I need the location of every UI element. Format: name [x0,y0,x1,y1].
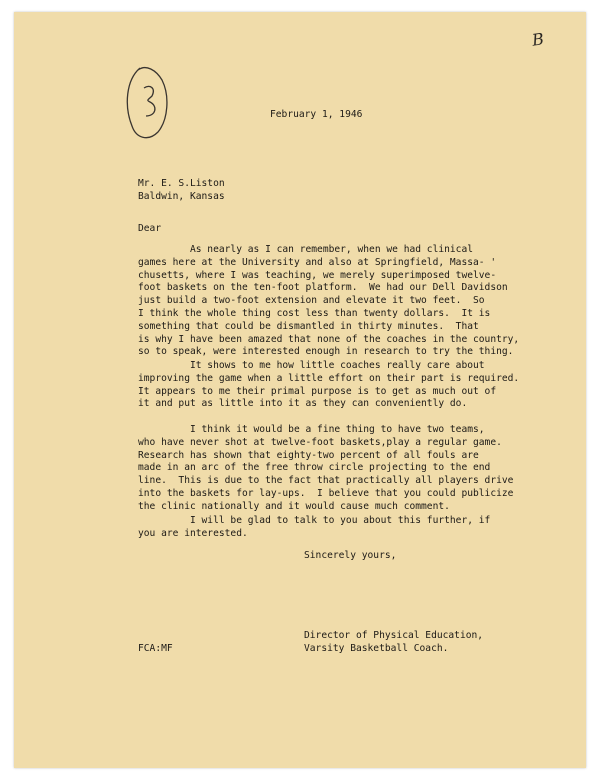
paragraph-line: something that could be dismantled in thirty minutes. That [138,320,479,332]
paragraph-3 [138,424,528,514]
paragraph-line: I will be glad to talk to you about this further, if [138,515,491,526]
paragraph-4 [138,515,528,541]
circled-number-annotation [118,62,178,142]
paragraph-line: It appears to me their primal purpose is to get as much out of [138,385,497,397]
paragraph-line: I think it would be a fine thing to have two teams, [138,424,485,435]
paragraph-line: I think the whole thing cost less than twenty dollars. It is [138,307,491,319]
paragraph-line: foot baskets on the ten-foot platform. We had our Dell Davidson [138,282,508,294]
recipient-address: Baldwin, Kansas [138,191,225,202]
salutation: Dear [138,223,162,234]
paragraph-line: As nearly as I can remember, when we had clinical [138,244,474,255]
paragraph-line: Research has shown that eighty-two percent of all fouls are [138,449,479,461]
paragraph-line: games here at the University and also at Springfield, Massa- ' [138,256,497,268]
typist-initials: FCA:MF [138,643,173,654]
recipient-name: Mr. E. S.Liston [138,178,225,189]
paragraph-line: It shows to me how little coaches really care about [138,360,485,371]
paragraph-line: the clinic nationally and it would cause much comment. [138,500,450,512]
letter-page [14,12,586,768]
paragraph-line: is why I have been amazed that none of the coaches in the country, [138,333,520,345]
paragraph-1 [138,244,528,359]
signature-title-1: Director of Physical Education, [304,630,484,641]
paragraph-line: so to speak, were interested enough in research to try the thing. [138,346,514,358]
paragraph-line: line. This is due to the fact that practically all players drive [138,475,514,487]
paragraph-line: chusetts, where I was teaching, we merely superimposed twelve- [138,269,497,281]
letter-date: February 1, 1946 [270,109,363,120]
paragraph-line: who have never shot at twelve-foot baskets,play a regular game. [138,436,502,448]
closing: Sincerely yours, [304,550,397,561]
circled-number-text: 3 [118,62,119,63]
signature-title-2: Varsity Basketball Coach. [304,643,449,654]
paragraph-line: you are interested. [138,527,248,539]
corner-mark-annotation: B [530,29,546,50]
paragraph-line: into the baskets for lay-ups. I believe that you could publicize [138,487,514,499]
paragraph-line: just build a two-foot extension and elevate it two feet. So [138,295,485,307]
paragraph-line: it and put as little into it as they can conveniently do. [138,398,468,410]
paragraph-line: made in an arc of the free throw circle projecting to the end [138,462,491,474]
paragraph-line: improving the game when a little effort on their part is required. [138,372,520,384]
paragraph-2 [138,360,528,411]
